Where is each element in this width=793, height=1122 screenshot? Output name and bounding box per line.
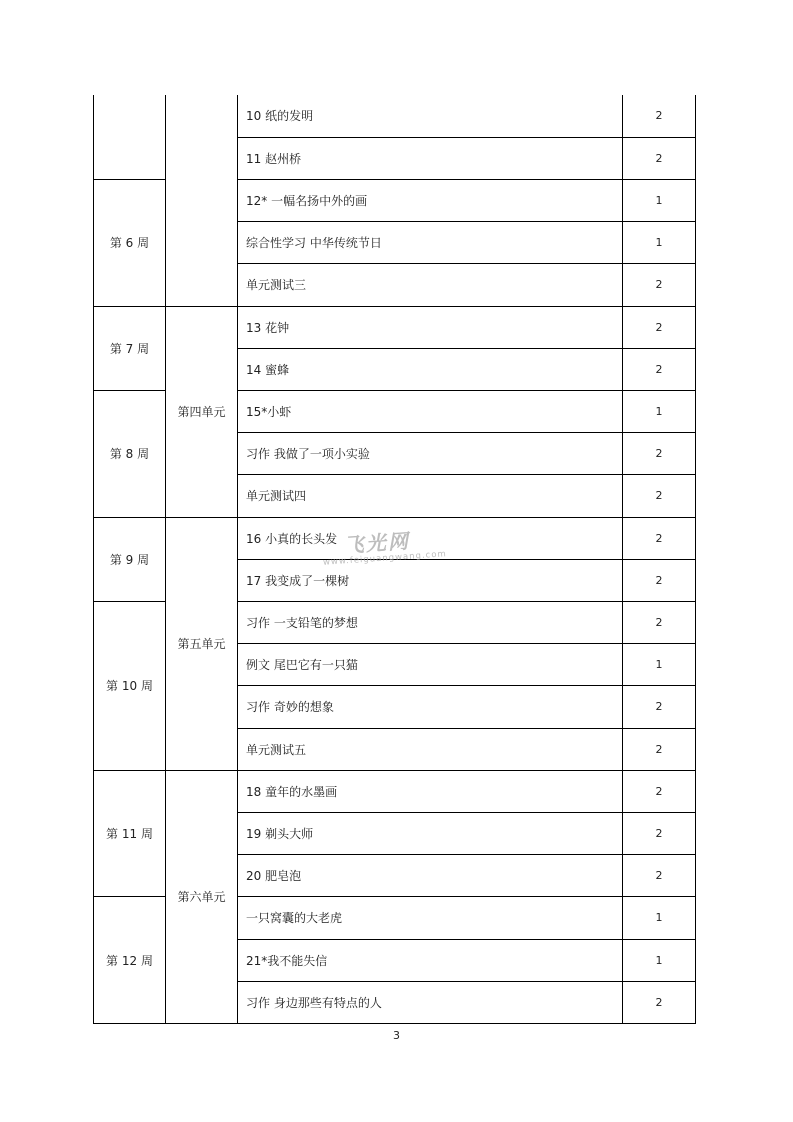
watermark-url: www.feiguangwang.com (322, 549, 448, 568)
lesson-cell: 15*小虾 (238, 390, 623, 432)
table-row (94, 306, 696, 348)
hours-cell: 2 (623, 433, 696, 475)
hours-cell: 2 (623, 686, 696, 728)
hours-cell: 2 (623, 559, 696, 601)
lesson-cell: 10 纸的发明 (238, 95, 623, 137)
unit-cell-continued (166, 95, 238, 306)
hours-cell: 2 (623, 981, 696, 1023)
lesson-cell: 18 童年的水墨画 (238, 770, 623, 812)
week-cell-continued (94, 95, 166, 179)
hours-cell: 1 (623, 644, 696, 686)
table-row (94, 770, 696, 812)
hours-cell: 1 (623, 222, 696, 264)
hours-cell: 1 (623, 939, 696, 981)
lesson-cell: 11 赵州桥 (238, 137, 623, 179)
week-cell-11: 第 11 周 (94, 770, 166, 897)
lesson-cell: 单元测试五 (238, 728, 623, 770)
hours-cell: 2 (623, 306, 696, 348)
hours-cell: 2 (623, 348, 696, 390)
unit-cell-6: 第六单元 (166, 770, 238, 1023)
hours-cell: 2 (623, 770, 696, 812)
lesson-cell: 16 小真的长头发 (238, 517, 623, 559)
watermark-brand: 飞光网 (343, 528, 411, 558)
hours-cell: 1 (623, 390, 696, 432)
hours-cell: 2 (623, 855, 696, 897)
lesson-cell: 例文 尾巴它有一只猫 (238, 644, 623, 686)
lesson-cell: 一只窝囊的大老虎 (238, 897, 623, 939)
hours-cell: 2 (623, 517, 696, 559)
lesson-cell: 14 蜜蜂 (238, 348, 623, 390)
hours-cell: 2 (623, 95, 696, 137)
lesson-cell: 12* 一幅名扬中外的画 (238, 179, 623, 221)
hours-cell: 2 (623, 475, 696, 517)
lesson-cell: 19 剃头大师 (238, 812, 623, 854)
week-cell-6: 第 6 周 (94, 179, 166, 306)
lesson-cell: 综合性学习 中华传统节日 (238, 222, 623, 264)
lesson-cell: 21*我不能失信 (238, 939, 623, 981)
hours-cell: 2 (623, 264, 696, 306)
week-cell-9: 第 9 周 (94, 517, 166, 601)
hours-cell: 2 (623, 137, 696, 179)
lesson-cell: 17 我变成了一棵树 (238, 559, 623, 601)
hours-cell: 1 (623, 897, 696, 939)
lesson-cell: 习作 我做了一项小实验 (238, 433, 623, 475)
lesson-cell: 习作 一支铅笔的梦想 (238, 601, 623, 643)
week-cell-7: 第 7 周 (94, 306, 166, 390)
hours-cell: 1 (623, 179, 696, 221)
schedule-page (93, 95, 695, 1024)
week-cell-12: 第 12 周 (94, 897, 166, 1024)
hours-cell: 2 (623, 812, 696, 854)
schedule-table (93, 95, 696, 1024)
lesson-cell: 习作 奇妙的想象 (238, 686, 623, 728)
lesson-cell: 习作 身边那些有特点的人 (238, 981, 623, 1023)
lesson-cell: 单元测试四 (238, 475, 623, 517)
lesson-cell: 单元测试三 (238, 264, 623, 306)
table-row (94, 517, 696, 559)
table-row (94, 95, 696, 137)
week-cell-8: 第 8 周 (94, 390, 166, 517)
unit-cell-4: 第四单元 (166, 306, 238, 517)
lesson-cell: 20 肥皂泡 (238, 855, 623, 897)
hours-cell: 2 (623, 601, 696, 643)
lesson-cell: 13 花钟 (238, 306, 623, 348)
page-number: 3 (393, 1029, 400, 1042)
unit-cell-5: 第五单元 (166, 517, 238, 770)
week-cell-10: 第 10 周 (94, 601, 166, 770)
hours-cell: 2 (623, 728, 696, 770)
